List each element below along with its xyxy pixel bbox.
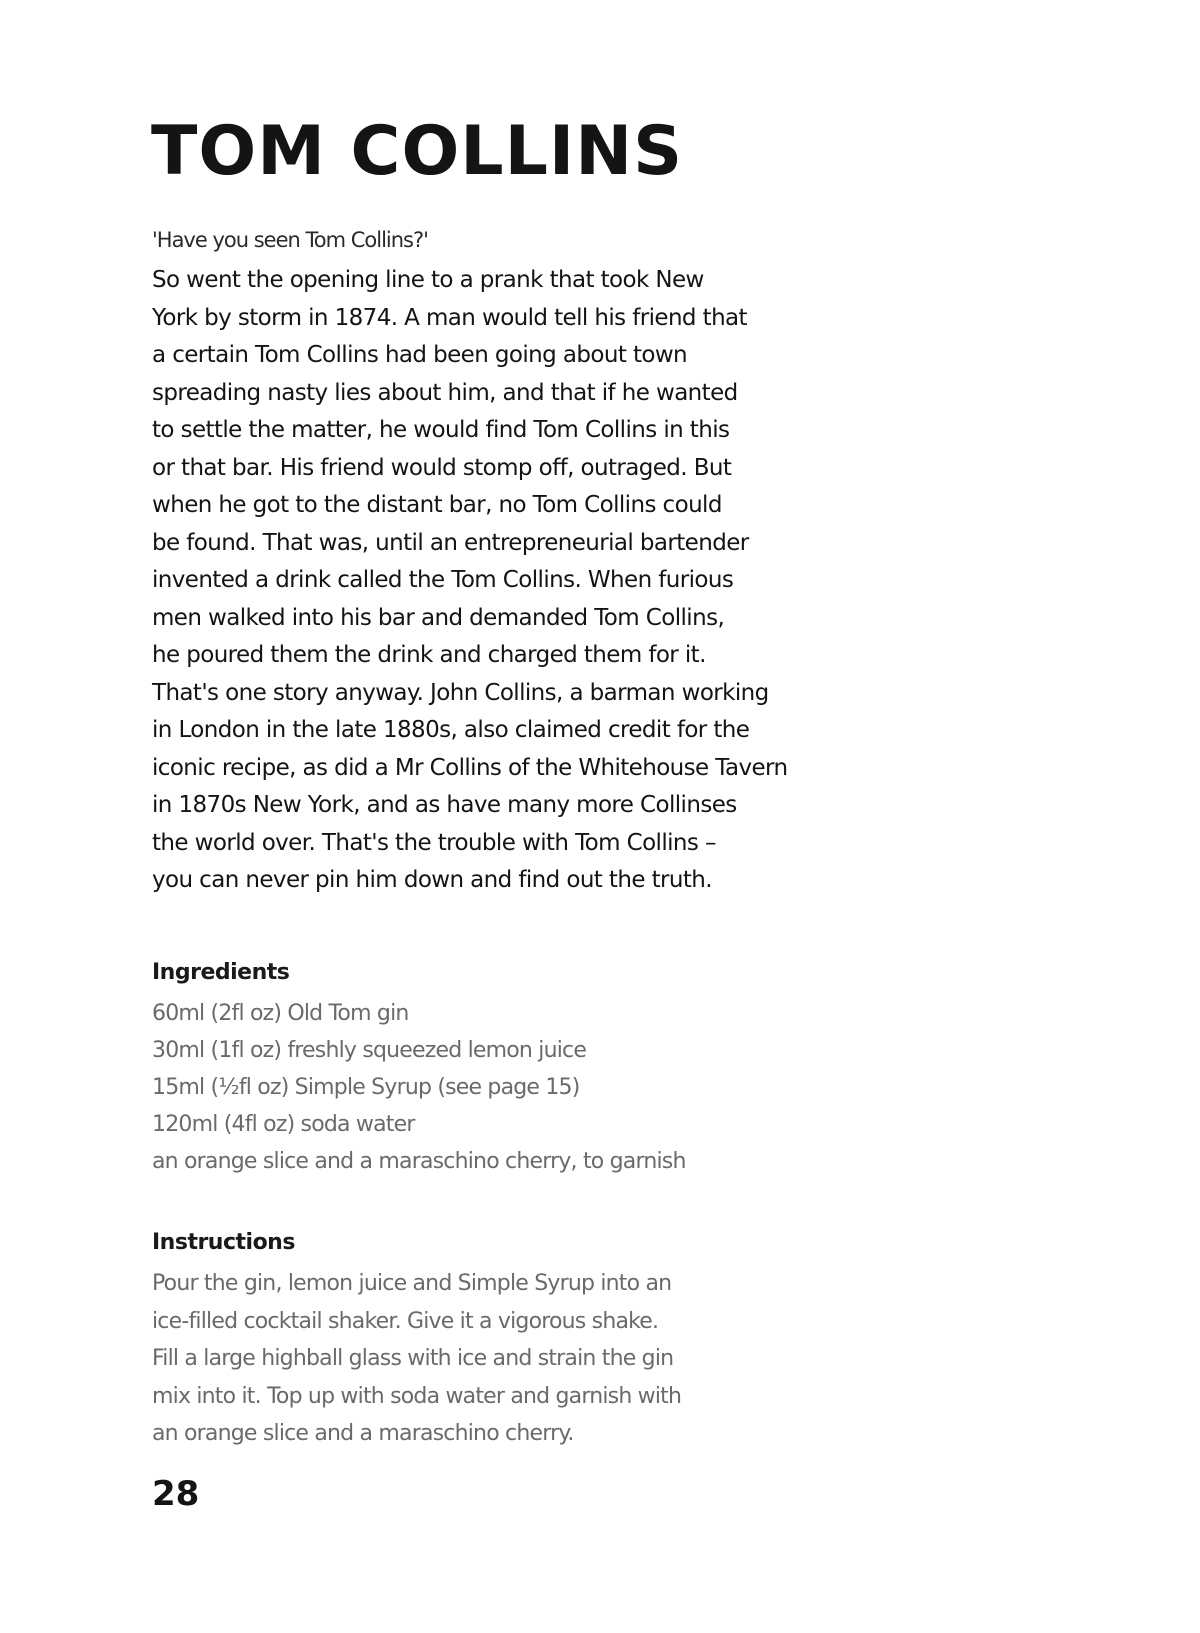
story-paragraph — [152, 262, 787, 900]
instructions-paragraph — [152, 1265, 681, 1453]
story-line: the world over. That's the trouble with Tom Collins – — [152, 829, 716, 856]
ingredient-item: 120ml (4fl oz) soda water — [152, 1112, 415, 1137]
story-line: to settle the matter, he would find Tom Collins in this — [152, 417, 730, 443]
story-line: be found. That was, until an entrepreneurial bartender — [152, 529, 749, 556]
story-line: iconic recipe, as did a Mr Collins of the Whitehouse Tavern — [152, 754, 788, 781]
recipe-title: TOM COLLINS — [151, 112, 684, 191]
story-line: So went the opening line to a prank that took New — [152, 267, 704, 293]
story-line: a certain Tom Collins had been going about town — [152, 342, 688, 368]
ingredient-item: 15ml (½fl oz) Simple Syrup (see page 15) — [152, 1075, 580, 1100]
story-line: That's one story anyway. John Collins, a barman working — [152, 679, 769, 706]
instruction-line: ice-filled cocktail shaker. Give it a vigorous shake. — [152, 1308, 659, 1334]
story-line: when he got to the distant bar, no Tom Collins could — [152, 492, 722, 518]
story-line: he poured them the drink and charged them for it. — [152, 642, 706, 668]
ingredient-item: 60ml (2fl oz) Old Tom gin — [152, 1001, 409, 1026]
instructions-heading: Instructions — [152, 1230, 295, 1255]
story-line: or that bar. His friend would stomp off, outraged. But — [152, 454, 732, 481]
instruction-line: Fill a large highball glass with ice and strain the gin — [152, 1346, 674, 1371]
instruction-line: Pour the gin, lemon juice and Simple Syrup into an — [152, 1271, 672, 1296]
story-line: invented a drink called the Tom Collins. When furious — [152, 567, 734, 593]
story-line: in 1870s New York, and as have many more Collinses — [152, 792, 737, 818]
page-number: 28 — [152, 1474, 200, 1514]
story-line: in London in the late 1880s, also claimed credit for the — [152, 717, 750, 743]
instruction-line: mix into it. Top up with soda water and garnish with — [152, 1383, 682, 1409]
story-line: York by storm in 1874. A man would tell his friend that — [152, 304, 747, 331]
intro-quote: 'Have you seen Tom Collins?' — [152, 228, 428, 252]
ingredient-item: 30ml (1fl oz) freshly squeezed lemon juice — [152, 1038, 587, 1063]
ingredients-heading: Ingredients — [152, 960, 290, 985]
instruction-line: an orange slice and a maraschino cherry. — [152, 1421, 574, 1446]
story-line: you can never pin him down and find out the truth. — [152, 867, 712, 893]
ingredient-item: an orange slice and a maraschino cherry, to garnish — [152, 1149, 686, 1174]
story-line: spreading nasty lies about him, and that if he wanted — [152, 379, 738, 406]
story-line: men walked into his bar and demanded Tom Collins, — [152, 604, 725, 631]
ingredients-list — [152, 995, 686, 1180]
